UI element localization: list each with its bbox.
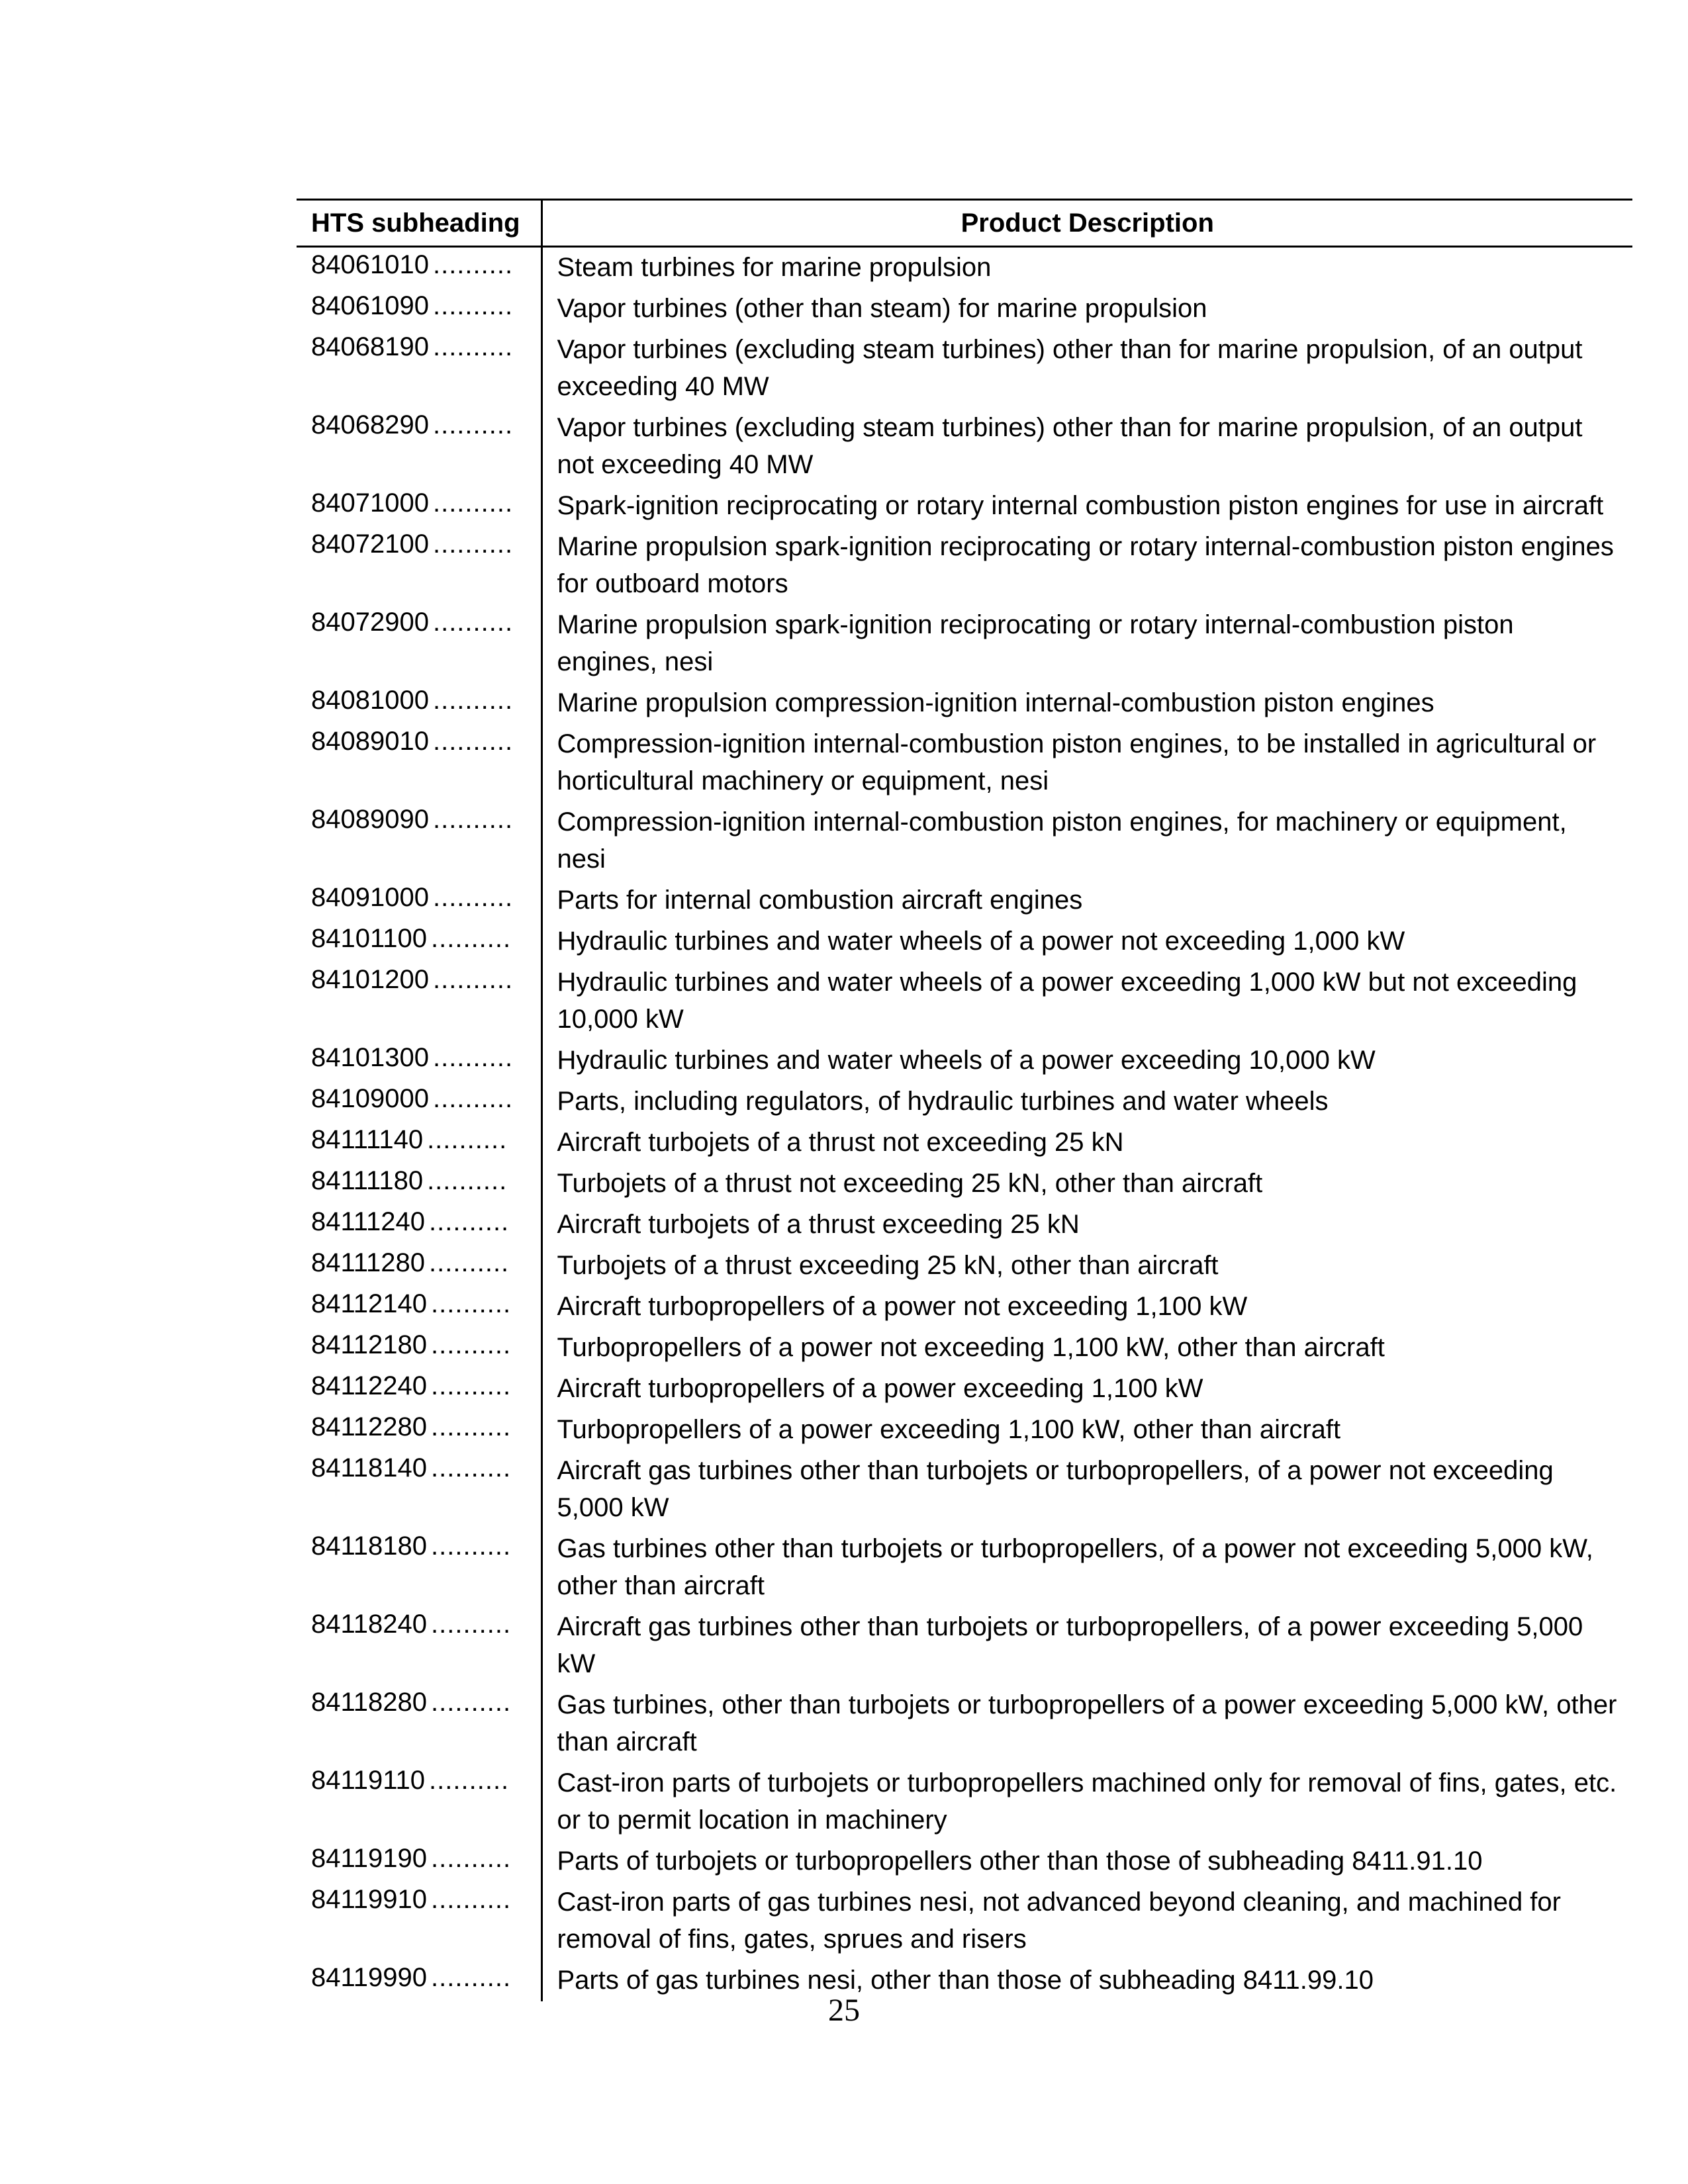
hts-code: 84061010 — [311, 250, 429, 279]
leader-dots: .......... — [431, 1289, 512, 1318]
hts-table — [297, 199, 1632, 2001]
product-description: Turbopropellers of a power not exceeding 1,100 kW, other than aircraft — [557, 1333, 1385, 1362]
leader-dots: .......... — [432, 1084, 514, 1113]
table-row — [297, 1040, 1632, 1081]
hts-code: 84101200 — [311, 965, 429, 994]
product-description: Compression-ignition internal-combustion piston engines, to be installed in agricultural or horticultural machinery or equipment, nesi — [557, 729, 1597, 796]
hts-code: 84118180 — [311, 1531, 427, 1561]
leader-dots: .......... — [432, 965, 514, 994]
leader-dots: .......... — [429, 1248, 510, 1277]
hts-code-cell — [297, 1763, 541, 1841]
leader-dots: .......... — [432, 529, 514, 559]
hts-code: 84112240 — [311, 1371, 427, 1400]
table-row — [297, 408, 1632, 486]
product-description: Marine propulsion spark-ignition reciprocating or rotary internal-combustion piston engines, nesi — [557, 610, 1514, 676]
product-description: Aircraft gas turbines other than turbojets or turbopropellers, of a power exceeding 5,000 kW — [557, 1612, 1583, 1678]
product-description: Cast-iron parts of gas turbines nesi, not advanced beyond cleaning, and machined for removal of fins, gates, sprues and risers — [557, 1888, 1561, 1954]
table-row — [297, 1122, 1632, 1163]
leader-dots: .......... — [431, 1330, 512, 1359]
table-row — [297, 1529, 1632, 1607]
hts-code: 84071000 — [311, 488, 429, 518]
hts-code-cell — [297, 486, 541, 527]
leader-dots: .......... — [432, 608, 514, 637]
leader-dots: .......... — [431, 1453, 512, 1482]
hts-code-cell — [297, 289, 541, 330]
product-description: Marine propulsion spark-ignition reciprocating or rotary internal-combustion piston engines for outboard motors — [557, 532, 1614, 598]
product-description: Aircraft gas turbines other than turbojets or turbopropellers, of a power not exceeding 5,000 kW — [557, 1456, 1554, 1522]
leader-dots: .......... — [431, 1371, 512, 1400]
product-description: Spark-ignition reciprocating or rotary internal combustion piston engines for use in aircraft — [557, 491, 1604, 520]
table-row — [297, 1685, 1632, 1763]
hts-code-cell — [297, 1529, 541, 1607]
table-row — [297, 1882, 1632, 1960]
hts-table-container — [297, 199, 1632, 2001]
hts-code: 84112280 — [311, 1412, 427, 1441]
table-row — [297, 1246, 1632, 1287]
hts-code-cell — [297, 1451, 541, 1529]
product-description: Marine propulsion compression-ignition internal-combustion piston engines — [557, 688, 1434, 717]
hts-code: 84119910 — [311, 1885, 427, 1914]
hts-code-cell — [297, 802, 541, 880]
leader-dots: .......... — [431, 1963, 512, 1992]
hts-code: 84072100 — [311, 529, 429, 559]
hts-code-cell — [297, 1328, 541, 1369]
table-row — [297, 1451, 1632, 1529]
table-row — [297, 1205, 1632, 1246]
hts-code: 84068290 — [311, 410, 429, 439]
product-description: Compression-ignition internal-combustion piston engines, for machinery or equipment, nesi — [557, 807, 1567, 874]
leader-dots: .......... — [432, 332, 514, 361]
table-row — [297, 1163, 1632, 1205]
leader-dots: .......... — [432, 291, 514, 320]
product-description: Hydraulic turbines and water wheels of a power exceeding 1,000 kW but not exceeding 10,000 kW — [557, 968, 1577, 1034]
table-row — [297, 330, 1632, 408]
hts-code-cell — [297, 1163, 541, 1205]
hts-code: 84119190 — [311, 1844, 427, 1873]
leader-dots: .......... — [427, 1125, 508, 1154]
product-description: Hydraulic turbines and water wheels of a power exceeding 10,000 kW — [557, 1046, 1376, 1075]
product-description: Aircraft turbopropellers of a power exceeding 1,100 kW — [557, 1374, 1203, 1403]
table-row — [297, 1369, 1632, 1410]
product-description: Aircraft turbojets of a thrust not exceeding 25 kN — [557, 1128, 1124, 1157]
hts-code: 84089010 — [311, 727, 429, 756]
product-description: Turbojets of a thrust exceeding 25 kN, other than aircraft — [557, 1251, 1219, 1280]
hts-code-cell — [297, 1287, 541, 1328]
leader-dots: .......... — [431, 1688, 512, 1717]
header-hts-subheading: HTS subheading — [297, 200, 541, 247]
page-number: 25 — [828, 1993, 860, 2028]
table-row — [297, 962, 1632, 1040]
hts-code: 84111240 — [311, 1207, 426, 1236]
leader-dots: .......... — [432, 1043, 514, 1072]
product-description: Gas turbines other than turbojets or turbopropellers, of a power not exceeding 5,000 kW, other than aircraft — [557, 1534, 1593, 1600]
table-row — [297, 605, 1632, 683]
hts-code: 84111140 — [311, 1125, 424, 1154]
hts-code: 84118140 — [311, 1453, 427, 1482]
hts-code: 84101100 — [311, 924, 427, 953]
table-row — [297, 1841, 1632, 1882]
leader-dots: .......... — [432, 488, 514, 518]
hts-code-cell — [297, 1410, 541, 1451]
hts-code: 84089090 — [311, 805, 429, 834]
leader-dots: .......... — [431, 1844, 512, 1873]
hts-code: 84118240 — [311, 1610, 427, 1639]
table-row — [297, 880, 1632, 921]
hts-code-cell — [297, 1040, 541, 1081]
table-row — [297, 289, 1632, 330]
table-row — [297, 921, 1632, 962]
product-description: Parts for internal combustion aircraft engines — [557, 886, 1083, 915]
hts-code-cell — [297, 330, 541, 408]
hts-code: 84091000 — [311, 883, 429, 912]
product-description: Turbopropellers of a power exceeding 1,100 kW, other than aircraft — [557, 1415, 1341, 1444]
table-row — [297, 1287, 1632, 1328]
product-description: Steam turbines for marine propulsion — [557, 253, 992, 282]
hts-code: 84112140 — [311, 1289, 427, 1318]
table-row — [297, 1328, 1632, 1369]
table-row — [297, 724, 1632, 802]
leader-dots: .......... — [432, 727, 514, 756]
hts-code: 84111280 — [311, 1248, 426, 1277]
hts-code: 84061090 — [311, 291, 429, 320]
hts-code-cell — [297, 880, 541, 921]
leader-dots: .......... — [427, 1166, 508, 1195]
table-row — [297, 527, 1632, 605]
hts-code: 84101300 — [311, 1043, 429, 1072]
leader-dots: .......... — [431, 1885, 512, 1914]
product-description: Turbojets of a thrust not exceeding 25 kN, other than aircraft — [557, 1169, 1263, 1198]
product-description: Vapor turbines (excluding steam turbines) other than for marine propulsion, of an output not exceeding 40 MW — [557, 413, 1583, 479]
hts-code-cell — [297, 1122, 541, 1163]
hts-code-cell — [297, 1685, 541, 1763]
hts-code: 84118280 — [311, 1688, 427, 1717]
hts-code-cell — [297, 921, 541, 962]
leader-dots: .......... — [431, 1610, 512, 1639]
product-description: Hydraulic turbines and water wheels of a power not exceeding 1,000 kW — [557, 927, 1405, 956]
hts-code: 84111180 — [311, 1166, 424, 1195]
table-row — [297, 802, 1632, 880]
leader-dots: .......... — [431, 1412, 512, 1441]
product-description: Aircraft turbojets of a thrust exceeding 25 kN — [557, 1210, 1080, 1239]
hts-code-cell — [297, 247, 541, 289]
leader-dots: .......... — [429, 1207, 510, 1236]
product-description: Parts of turbojets or turbopropellers other than those of subheading 8411.91.10 — [557, 1846, 1483, 1876]
leader-dots: .......... — [432, 883, 514, 912]
leader-dots: .......... — [431, 1531, 512, 1561]
hts-code: 84081000 — [311, 686, 429, 715]
table-row — [297, 1410, 1632, 1451]
product-description: Gas turbines, other than turbojets or turbopropellers of a power exceeding 5,000 kW, other than aircraft — [557, 1690, 1617, 1756]
leader-dots: .......... — [432, 686, 514, 715]
hts-code-cell — [297, 605, 541, 683]
table-row — [297, 247, 1632, 289]
hts-code: 84068190 — [311, 332, 429, 361]
hts-code-cell — [297, 724, 541, 802]
hts-code: 84109000 — [311, 1084, 429, 1113]
product-description: Vapor turbines (excluding steam turbines) other than for marine propulsion, of an output exceeding 40 MW — [557, 335, 1583, 401]
hts-code-cell — [297, 1369, 541, 1410]
leader-dots: .......... — [431, 924, 512, 953]
hts-code-cell — [297, 1882, 541, 1960]
hts-code-cell — [297, 1607, 541, 1685]
table-row — [297, 1607, 1632, 1685]
product-description: Vapor turbines (other than steam) for marine propulsion — [557, 294, 1207, 323]
hts-code-cell — [297, 1246, 541, 1287]
leader-dots: .......... — [432, 410, 514, 439]
hts-code-cell — [297, 962, 541, 1040]
product-description: Parts, including regulators, of hydraulic turbines and water wheels — [557, 1087, 1329, 1116]
leader-dots: .......... — [432, 250, 514, 279]
hts-code: 84072900 — [311, 608, 429, 637]
product-description: Aircraft turbopropellers of a power not exceeding 1,100 kW — [557, 1292, 1248, 1321]
hts-code-cell — [297, 527, 541, 605]
table-row — [297, 486, 1632, 527]
product-description: Parts of gas turbines nesi, other than those of subheading 8411.99.10 — [557, 1966, 1374, 1995]
hts-code-cell — [297, 1081, 541, 1122]
hts-code-cell — [297, 408, 541, 486]
product-description: Cast-iron parts of turbojets or turbopropellers machined only for removal of fins, gates, etc. or to permit location in machinery — [557, 1768, 1617, 1835]
table-row — [297, 1081, 1632, 1122]
hts-code-cell — [297, 1205, 541, 1246]
table-header-row — [297, 200, 1632, 247]
table-row — [297, 1763, 1632, 1841]
table-row — [297, 683, 1632, 724]
hts-code: 84119110 — [311, 1766, 426, 1795]
hts-code-cell — [297, 1841, 541, 1882]
leader-dots: .......... — [429, 1766, 510, 1795]
leader-dots: .......... — [432, 805, 514, 834]
table-body — [297, 247, 1632, 2002]
hts-code: 84119990 — [311, 1963, 427, 1992]
hts-code: 84112180 — [311, 1330, 427, 1359]
header-product-description: Product Description — [541, 200, 1632, 247]
hts-code-cell — [297, 683, 541, 724]
